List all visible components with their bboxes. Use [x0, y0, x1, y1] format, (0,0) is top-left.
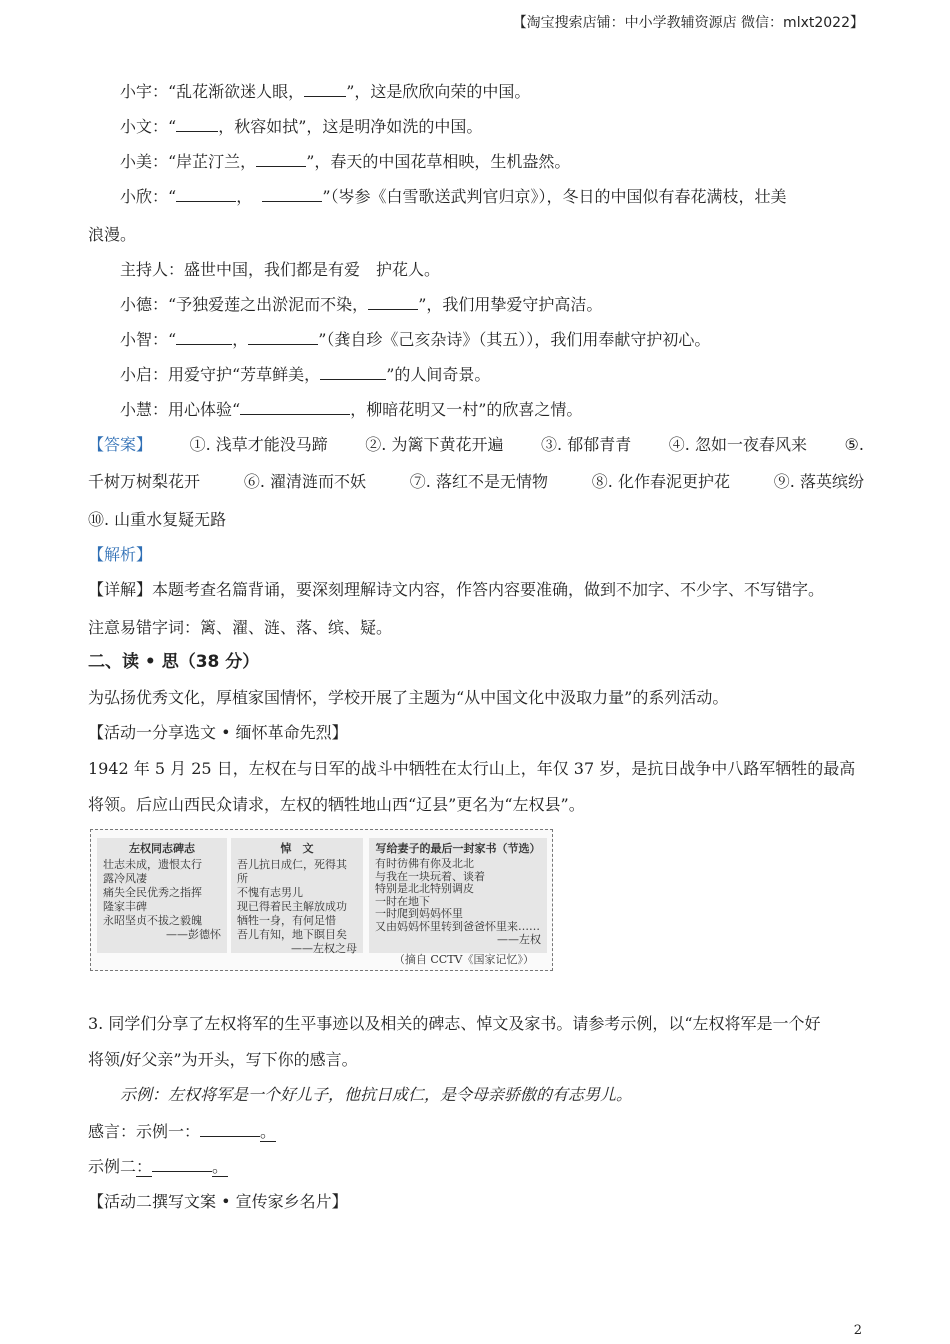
text: 小启：用爱守护“芳草鲜美，: [120, 365, 321, 384]
text: ：: [136, 1157, 153, 1176]
text: 小文：“: [120, 117, 177, 136]
text: 小慧：用心体验“: [120, 400, 241, 419]
answer-blank: [176, 187, 236, 202]
answer-blank: [368, 295, 418, 310]
panel-signature: ——左权之母: [291, 942, 357, 955]
bio-line-2: 将领。后应山西民众请求，左权的牺牲地山西“辽县”更名为“左权县”。: [88, 795, 585, 814]
text: 小智：“: [120, 330, 177, 349]
page-number: 2: [853, 1323, 862, 1338]
answer-item: ②. 为篱下黄花开遍: [365, 435, 504, 454]
answer-row-3: ⑩. 山重水复疑无路: [88, 510, 227, 529]
panel-title: 悼 文: [280, 842, 314, 855]
panel-signature: ——彭德怀: [166, 928, 221, 941]
quiz-line-xiaode: [120, 295, 602, 315]
question-3-line-2: 将领/好父亲”为开头，写下你的感言。: [88, 1050, 358, 1069]
quiz-line-xiaoxin: [120, 187, 787, 207]
panel-line: 壮志未成，遗恨太行: [103, 858, 202, 871]
text: ，柳暗花明又一村”的欣喜之情。: [350, 400, 583, 419]
panel-line: 不愧有志男儿: [237, 886, 303, 899]
answer-blank: [248, 330, 318, 345]
activity-one-title: 【活动一分享选文 • 缅怀革命先烈】: [88, 723, 348, 742]
text: ，: [236, 187, 253, 206]
analysis-label: 【解析】: [88, 545, 153, 564]
answer-blank: [262, 187, 322, 202]
panel-letter: [369, 838, 547, 953]
text: ，: [232, 330, 249, 349]
answer-blank: [304, 82, 346, 97]
text: ”的人间奇景。: [386, 365, 491, 384]
section-title: 二、读 • 思（38 分）: [88, 652, 260, 672]
answer-row-1: [88, 435, 864, 455]
panel-line: 隆家丰碑: [103, 900, 147, 913]
text: ”，这是欣欣向荣的中国。: [346, 82, 531, 101]
text: ”，春天的中国花草相映，生机盎然。: [306, 152, 571, 171]
panel-line: 吾儿抗日成仁，死得其所: [237, 858, 347, 885]
panel-line: 有时彷佛有你及北北: [375, 858, 474, 870]
panel-line: 痛失全民优秀之指挥: [103, 886, 202, 899]
panel-line: 一时在地下: [375, 895, 430, 908]
question-3-line-1: 3. 同学们分享了左权将军的生平事迹以及相关的碑志、悼文及家书。请参考示例，以“左权将军是一个好: [88, 1014, 821, 1033]
answer-blank[interactable]: [200, 1122, 260, 1137]
panel-line: 特别是北北特别调皮: [375, 883, 474, 895]
quiz-line-xiaomei: [120, 152, 570, 172]
quiz-line-xiaowen: [120, 117, 482, 137]
panel-epitaph: [97, 838, 227, 953]
answer-label: 【答案】: [88, 435, 153, 454]
figure-caption: （摘自 CCTV《国家记忆》）: [393, 953, 534, 966]
analysis-detail: 【详解】本题考查名篇背诵，要深刻理解诗文内容，作答内容要准确，做到不加字、不少字、不写错字。: [88, 580, 825, 599]
analysis-note: 注意易错字词：篱、濯、涟、落、缤、疑。: [88, 618, 393, 637]
answer-line-1: [88, 1122, 276, 1142]
answer-item: ①. 浅草才能没马蹄: [189, 435, 328, 454]
panel-line: 牺牲一身，有何足惜: [237, 914, 336, 927]
page-header: 【淘宝搜索店铺：中小学教辅资源店 微信：mlxt2022】: [512, 15, 864, 31]
answer-blank: [320, 365, 386, 380]
answer-item: 千树万树梨花开: [88, 472, 201, 491]
panel-line: 永昭坚贞不拔之毅魄: [103, 914, 202, 927]
answer-blank: [176, 330, 232, 345]
answer-item: ⑤.: [844, 435, 864, 454]
panel-title: 写给妻子的最后一封家书（节选）: [375, 842, 541, 855]
text: 小美：“岸芷汀兰，: [120, 152, 257, 171]
text: 小欣：“: [120, 187, 177, 206]
quiz-line-xiaoxin-cont: 浪漫。: [88, 225, 137, 244]
text: 示例二: [88, 1157, 137, 1176]
panel-line: 又由妈妈怀里转到爸爸怀里来……: [375, 920, 540, 933]
panel-line: 现已得着民主解放成功: [237, 900, 347, 913]
activity-two-title: 【活动二撰写文案 • 宣传家乡名片】: [88, 1192, 348, 1211]
bio-line-1: 1942 年 5 月 25 日，左权在与日军的战斗中牺牲在太行山上，年仅 37 岁，是抗日战争中八路军牺牲的最高: [88, 759, 856, 778]
quiz-line-host: 主持人：盛世中国，我们都是有爱 护花人。: [120, 260, 441, 279]
answer-item: ⑦. 落红不是无情物: [409, 472, 548, 491]
section-intro: 为弘扬优秀文化，厚植家国情怀，学校开展了主题为“从中国文化中汲取力量”的系列活动。: [88, 688, 729, 707]
answer-row-2: [88, 472, 864, 492]
text: 小宇：“乱花渐欲迷人眼，: [120, 82, 305, 101]
memorial-figure: [90, 829, 553, 971]
answer-item: ③. 郁郁青青: [541, 435, 632, 454]
answer-blank[interactable]: [152, 1157, 212, 1172]
text: 。: [212, 1157, 229, 1176]
answer-item: ⑧. 化作春泥更护花: [591, 472, 730, 491]
quiz-line-xiaoqi: [120, 365, 490, 385]
answer-blank: [256, 152, 306, 167]
quiz-line-xiaohui: [120, 400, 582, 420]
text: 小德：“予独爱莲之出淤泥而不染，: [120, 295, 369, 314]
text: ，秋容如拭”，这是明净如洗的中国。: [218, 117, 483, 136]
text: ”（龚自珍《己亥杂诗》（其五）），我们用奉献守护初心。: [318, 330, 711, 349]
answer-item: ⑨. 落英缤纷: [773, 472, 864, 491]
text: ”（岑参《白雪歌送武判官归京》），冬日的中国似有春花满枝，壮美: [322, 187, 787, 206]
quiz-line-xiaoyu: [120, 82, 530, 102]
panel-signature: ——左权: [497, 933, 541, 946]
panel-eulogy: [231, 838, 363, 953]
answer-item: ④. 忽如一夜春风来: [668, 435, 807, 454]
text: 。: [260, 1122, 277, 1141]
panel-line: 与我在一块玩着、谈着: [375, 870, 485, 883]
text: 感言：示例一：: [88, 1122, 201, 1141]
panel-line: 露冷风凄: [103, 872, 147, 885]
panel-line: 一时爬到妈妈怀里: [375, 908, 463, 920]
text: ”，我们用挚爱守护高洁。: [418, 295, 603, 314]
answer-line-2: [88, 1157, 228, 1177]
question-3-example: 示例：左权将军是一个好儿子，他抗日成仁，是令母亲骄傲的有志男儿。: [120, 1085, 633, 1104]
panel-title: 左权同志碑志: [129, 842, 195, 855]
answer-item: ⑥. 濯清涟而不妖: [243, 472, 366, 491]
answer-blank: [176, 117, 218, 132]
quiz-line-xiaozhi: [120, 330, 710, 350]
answer-blank: [240, 400, 350, 415]
panel-line: 吾儿有知，地下瞑目矣: [237, 928, 347, 941]
